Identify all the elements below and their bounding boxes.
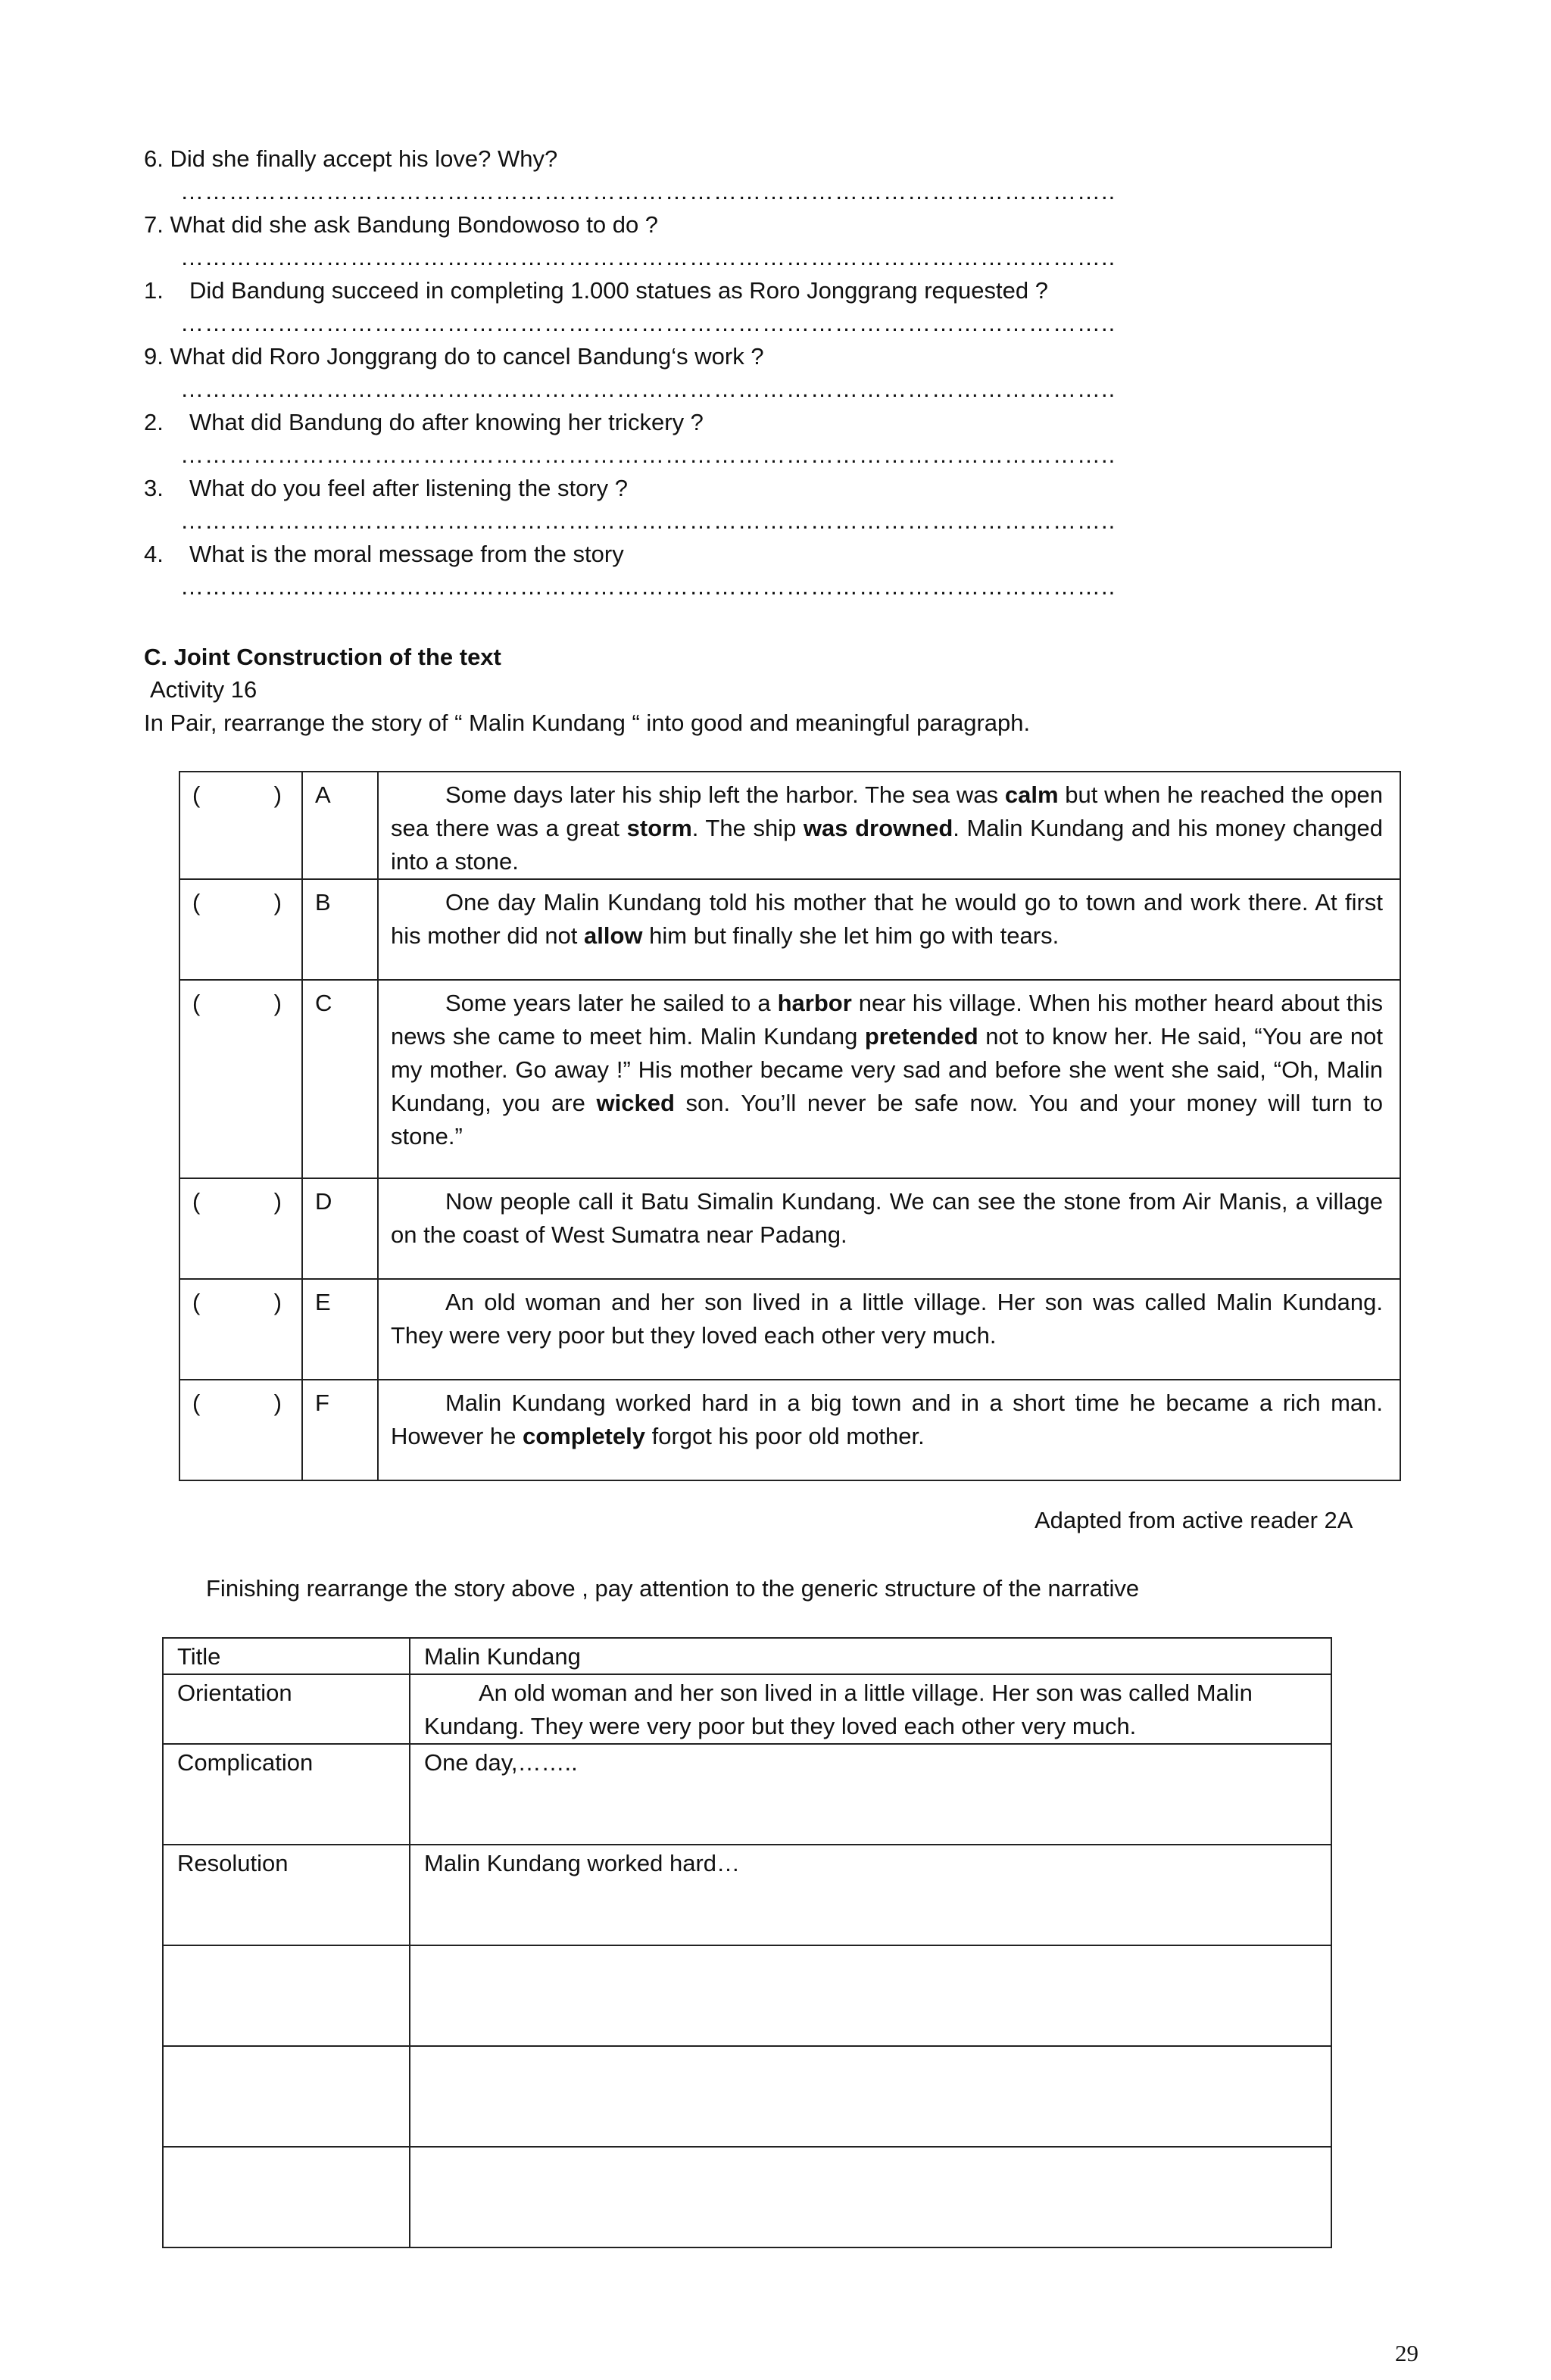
open-bracket: (: [192, 1188, 201, 1215]
open-bracket: (: [192, 1390, 201, 1416]
bold-word: was drowned: [803, 815, 953, 841]
structure-label: [163, 2046, 410, 2147]
structure-label: [163, 1945, 410, 2046]
structure-row: [163, 1638, 1331, 1674]
story-row: [179, 772, 1400, 879]
story-paragraph: [391, 886, 1387, 953]
order-brackets: [192, 987, 289, 1020]
question-number: 1.: [144, 277, 164, 304]
open-bracket: (: [192, 1289, 201, 1315]
question-text: Did she finally accept his love? Why?: [170, 145, 558, 172]
answer-line[interactable]: ……………………………………………………………………………………………………..: [180, 244, 1116, 270]
question-text: Did Bandung succeed in completing 1.000 statues as Roro Jonggrang requested ?: [189, 277, 1048, 304]
order-brackets: [192, 1387, 289, 1420]
close-bracket: ): [273, 889, 282, 916]
structure-row: [163, 2147, 1331, 2247]
paragraph-text: . The ship: [691, 815, 804, 841]
paragraph-letter: E: [302, 1279, 378, 1380]
question-number: 9.: [144, 343, 164, 370]
order-input-cell[interactable]: [179, 1380, 302, 1480]
open-bracket: (: [192, 990, 201, 1016]
question-item: [144, 145, 557, 173]
question-number: 6.: [144, 145, 164, 172]
story-paragraph-cell: [378, 1380, 1400, 1480]
story-paragraph: [391, 778, 1387, 878]
structure-value[interactable]: [410, 2147, 1331, 2247]
question-number: 4.: [144, 541, 164, 567]
page-number: 29: [1395, 2340, 1418, 2366]
structure-value: Malin Kundang worked hard…: [410, 1845, 1331, 1945]
story-paragraph: [391, 1387, 1387, 1453]
structure-instruction: Finishing rearrange the story above , pay attention to the generic structure of the narrative: [206, 1575, 1140, 1602]
close-bracket: ): [273, 1390, 282, 1416]
question-item: [144, 343, 764, 370]
question-number: 7.: [144, 211, 164, 238]
paragraph-text: him but finally she let him go with tears.: [642, 922, 1059, 949]
question-item: [144, 211, 658, 239]
structure-label: Complication: [163, 1744, 410, 1845]
story-paragraph: [391, 987, 1387, 1153]
bold-word: completely: [523, 1423, 645, 1449]
paragraph-text: Some years later he sailed to a: [445, 990, 778, 1016]
paragraph-text: but when he reached the open sea there was a great: [391, 781, 1383, 841]
order-brackets: [192, 1286, 289, 1319]
answer-line[interactable]: ……………………………………………………………………………………………………..: [180, 441, 1116, 468]
structure-row: [163, 1674, 1331, 1744]
bold-word: calm: [1004, 781, 1059, 808]
order-input-cell[interactable]: [179, 1178, 302, 1279]
story-paragraph-cell: [378, 980, 1400, 1178]
bold-word: harbor: [777, 990, 852, 1016]
question-item: [144, 277, 1048, 304]
story-paragraph-cell: [378, 772, 1400, 879]
paragraph-text: son. You’ll never be safe now. You and your money will turn to stone.”: [391, 1090, 1383, 1149]
story-paragraph: [391, 1185, 1387, 1252]
bold-word: pretended: [864, 1023, 978, 1050]
structure-label: Title: [163, 1638, 410, 1674]
close-bracket: ): [273, 1289, 282, 1315]
answer-line[interactable]: ……………………………………………………………………………………………………..: [180, 178, 1116, 204]
story-row: [179, 1279, 1400, 1380]
story-table: [179, 771, 1401, 1481]
question-item: [144, 475, 628, 502]
structure-label: [163, 2147, 410, 2247]
structure-row: [163, 1845, 1331, 1945]
structure-row: [163, 2046, 1331, 2147]
close-bracket: ): [273, 1188, 282, 1215]
generic-structure-table: [162, 1637, 1332, 2248]
paragraph-text: Malin Kundang worked hard in a big town and in a short time he became a rich man. However he: [391, 1390, 1383, 1449]
structure-value: Malin Kundang: [410, 1638, 1331, 1674]
bold-word: storm: [626, 815, 692, 841]
question-item: [144, 541, 624, 568]
structure-row: [163, 1945, 1331, 2046]
structure-value[interactable]: [410, 2046, 1331, 2147]
paragraph-text: One day Malin Kundang told his mother that he would go to town and work there. At first his mother did not: [391, 889, 1383, 949]
answer-line[interactable]: ……………………………………………………………………………………………………..: [180, 573, 1116, 600]
order-brackets: [192, 778, 289, 812]
order-input-cell[interactable]: [179, 980, 302, 1178]
paragraph-text: Now people call it Batu Simalin Kundang. We can see the stone from Air Manis, a village on the coast of West Sumatra near Padang.: [391, 1188, 1383, 1248]
paragraph-letter: B: [302, 879, 378, 980]
close-bracket: ): [273, 781, 282, 808]
answer-line[interactable]: ……………………………………………………………………………………………………..: [180, 310, 1116, 336]
question-text: What did she ask Bandung Bondowoso to do ?: [170, 211, 659, 238]
activity-label: Activity 16: [150, 676, 257, 703]
section-heading: C. Joint Construction of the text: [144, 644, 501, 670]
structure-value[interactable]: [410, 1945, 1331, 2046]
structure-label: Orientation: [163, 1674, 410, 1744]
paragraph-text: near his village. When his mother heard about this news she came to meet him. Malin Kundang: [391, 990, 1384, 1050]
structure-label: Resolution: [163, 1845, 410, 1945]
story-paragraph-cell: [378, 1178, 1400, 1279]
close-bracket: ): [273, 990, 282, 1016]
order-input-cell[interactable]: [179, 879, 302, 980]
answer-line[interactable]: ……………………………………………………………………………………………………..: [180, 507, 1116, 534]
story-row: [179, 980, 1400, 1178]
story-row: [179, 879, 1400, 980]
paragraph-letter: D: [302, 1178, 378, 1279]
order-brackets: [192, 886, 289, 919]
order-input-cell[interactable]: [179, 1279, 302, 1380]
paragraph-text: forgot his poor old mother.: [644, 1423, 925, 1449]
structure-value: An old woman and her son lived in a little village. Her son was called Malin Kundang. They were very poor but they loved each other very much.: [410, 1674, 1331, 1744]
story-row: [179, 1178, 1400, 1279]
question-text: What did Bandung do after knowing her trickery ?: [189, 409, 704, 435]
paragraph-letter: F: [302, 1380, 378, 1480]
question-number: 2.: [144, 409, 164, 435]
question-text: What is the moral message from the story: [189, 541, 624, 567]
story-paragraph-cell: [378, 879, 1400, 980]
order-brackets: [192, 1185, 289, 1218]
question-text: What did Roro Jonggrang do to cancel Bandung‘s work ?: [170, 343, 764, 370]
paragraph-letter: C: [302, 980, 378, 1178]
answer-line[interactable]: ……………………………………………………………………………………………………..: [180, 376, 1116, 402]
question-number: 3.: [144, 475, 164, 501]
bold-word: allow: [584, 922, 643, 949]
structure-row: [163, 1744, 1331, 1845]
story-row: [179, 1380, 1400, 1480]
bold-word: wicked: [596, 1090, 675, 1116]
question-item: [144, 409, 704, 436]
structure-value: One day,……..: [410, 1744, 1331, 1845]
story-paragraph-cell: [378, 1279, 1400, 1380]
paragraph-text: . Malin Kundang and his money changed into a stone.: [391, 815, 1383, 875]
paragraph-text: Some days later his ship left the harbor. The sea was: [445, 781, 1005, 808]
paragraph-letter: A: [302, 772, 378, 879]
open-bracket: (: [192, 781, 201, 808]
order-input-cell[interactable]: [179, 772, 302, 879]
story-paragraph: [391, 1286, 1387, 1352]
activity-instruction: In Pair, rearrange the story of “ Malin Kundang “ into good and meaningful paragraph.: [144, 710, 1031, 736]
paragraph-text: not to know her. He said, “You are not my mother. Go away !” His mother became very sad and before she went she said, “Oh, Malin Kundang, you are: [391, 1023, 1384, 1116]
paragraph-text: An old woman and her son lived in a little village. Her son was called Malin Kundang. They were very poor but they loved each other very much.: [391, 1289, 1383, 1349]
question-text: What do you feel after listening the story ?: [189, 475, 628, 501]
open-bracket: (: [192, 889, 201, 916]
source-credit: Adapted from active reader 2A: [1035, 1507, 1353, 1533]
